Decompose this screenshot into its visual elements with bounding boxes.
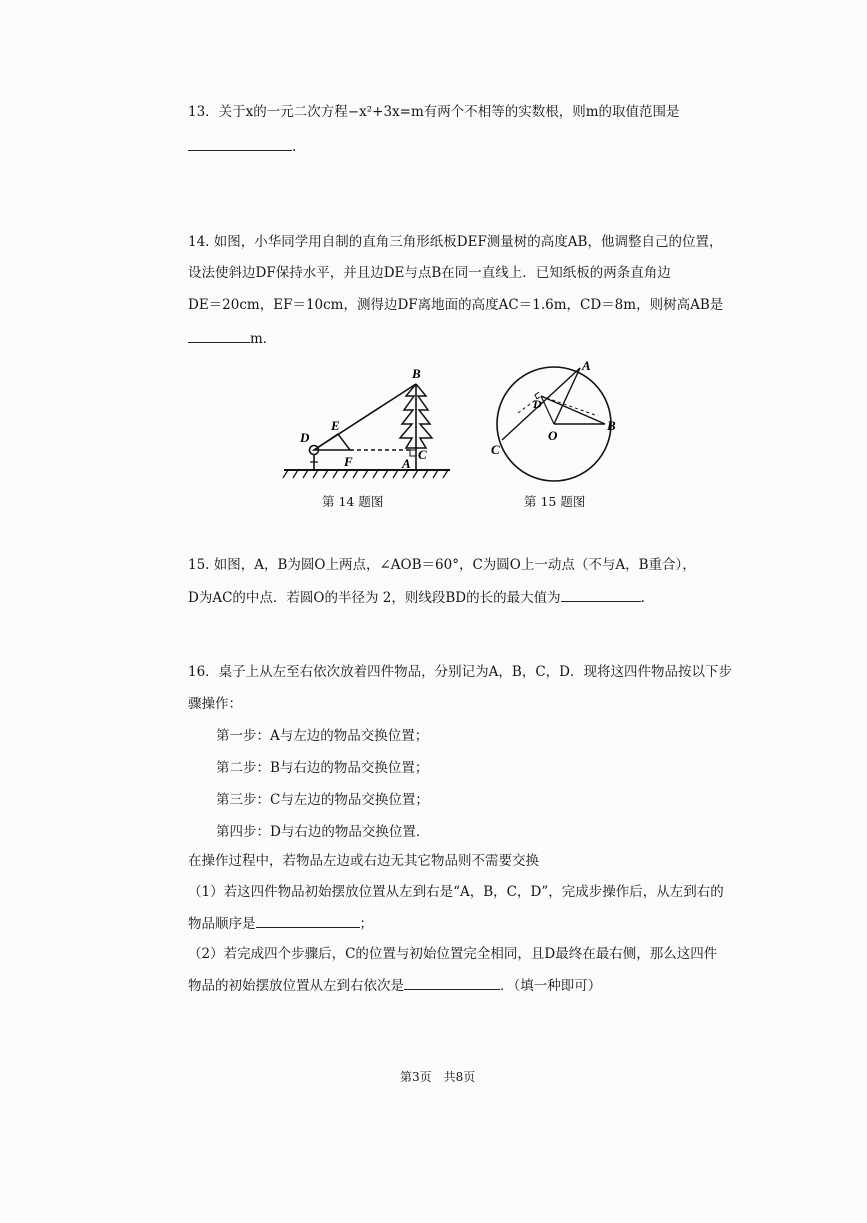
fig15-label-C: C (491, 442, 500, 457)
q13-answer-row (188, 136, 296, 157)
q13-line1: 13．关于x的一元二次方程−x²+3x=m有两个不相等的实数根，则m的取值范围是 (188, 104, 680, 120)
q14-line2: 设法使斜边DF保持水平，并且边DE与点B在同一直线上．已知纸板的两条直角边 (188, 265, 671, 281)
fig15-caption: 第 15 题图 (524, 494, 586, 509)
q16-part2-line1: （2）若完成四个步骤后，C的位置与初始位置完全相同，且D最终在最右侧，那么这四件 (188, 946, 718, 962)
fig15-label-A: A (582, 358, 591, 373)
q16-step-1: 第一步：A与左边的物品交换位置； (216, 728, 429, 744)
q15-answer-blank[interactable] (561, 587, 641, 602)
q16-part2-row (188, 975, 601, 996)
fig15-label-D: D (533, 397, 542, 411)
q16-part2-line2: 物品的初始摆放位置从左到右依次是 (188, 978, 404, 994)
fig14-label-D: D (300, 430, 310, 445)
q13-answer-blank[interactable] (188, 136, 292, 151)
q15-line2: D为AC的中点．若圆O的半径为 2，则线段BD的长的最大值为 (188, 590, 561, 606)
page-footer: 第3页 共8页 (400, 1070, 476, 1084)
q16-part1-line1: （1）若这四件物品初始摆放位置从左到右是“A，B，C，D”，完成步操作后，从左到右的 (188, 884, 724, 900)
q16-step-4: 第四步：D与右边的物品交换位置． (216, 824, 430, 840)
q14-line4-end: m． (250, 331, 277, 347)
fig14-label-C: C (418, 447, 427, 462)
figure-14 (278, 362, 458, 492)
fig15-label-O: O (548, 428, 558, 443)
q16-part1-row (188, 913, 373, 934)
q16-part2-answer-blank[interactable] (404, 975, 500, 990)
q16-step-3: 第三步：C与左边的物品交换位置； (216, 792, 429, 808)
q13-line2-end: . (292, 139, 297, 155)
q16-line2: 骤操作： (188, 696, 242, 712)
fig15-label-B: B (607, 418, 616, 433)
fig14-caption: 第 14 题图 (322, 494, 384, 509)
q14-line1: 14. 如图，小华同学用自制的直角三角形纸板DEF测量树的高度AB，他调整自己的位置， (188, 234, 723, 250)
q16-note: 在操作过程中，若物品左边或右边无其它物品则不需要交换 (188, 853, 539, 869)
q14-line3: DE＝20cm，EF＝10cm，测得边DF离地面的高度AC＝1.6m，CD＝8m，则树高AB是 (188, 297, 724, 313)
q15-line2-row (188, 587, 645, 608)
fig14-label-A: A (402, 456, 411, 471)
q16-step-2: 第二步：B与右边的物品交换位置； (216, 760, 429, 776)
q15-line1: 15. 如图，A，B为圆O上两点，∠AOB＝60°，C为圆O上一动点（不与A，B重合）， (188, 557, 696, 573)
fig14-label-E: E (331, 418, 340, 433)
fig14-label-B: B (412, 366, 421, 381)
fig14-label-F: F (344, 454, 353, 469)
q15-line2-end: . (640, 590, 645, 606)
q16-part1-answer-blank[interactable] (256, 913, 360, 928)
q16-part1-end: ； (359, 916, 373, 932)
q16-part1-line2: 物品顺序是 (188, 916, 256, 932)
figure-15 (488, 358, 628, 492)
q16-line1: 16．桌子上从左至右依次放着四件物品，分别记为A，B，C，D．现将这四件物品按以下步 (188, 664, 733, 680)
q14-answer-blank[interactable] (188, 328, 250, 343)
q16-part2-end: ．（填一种即可） (500, 978, 602, 994)
q14-answer-row (188, 328, 276, 349)
